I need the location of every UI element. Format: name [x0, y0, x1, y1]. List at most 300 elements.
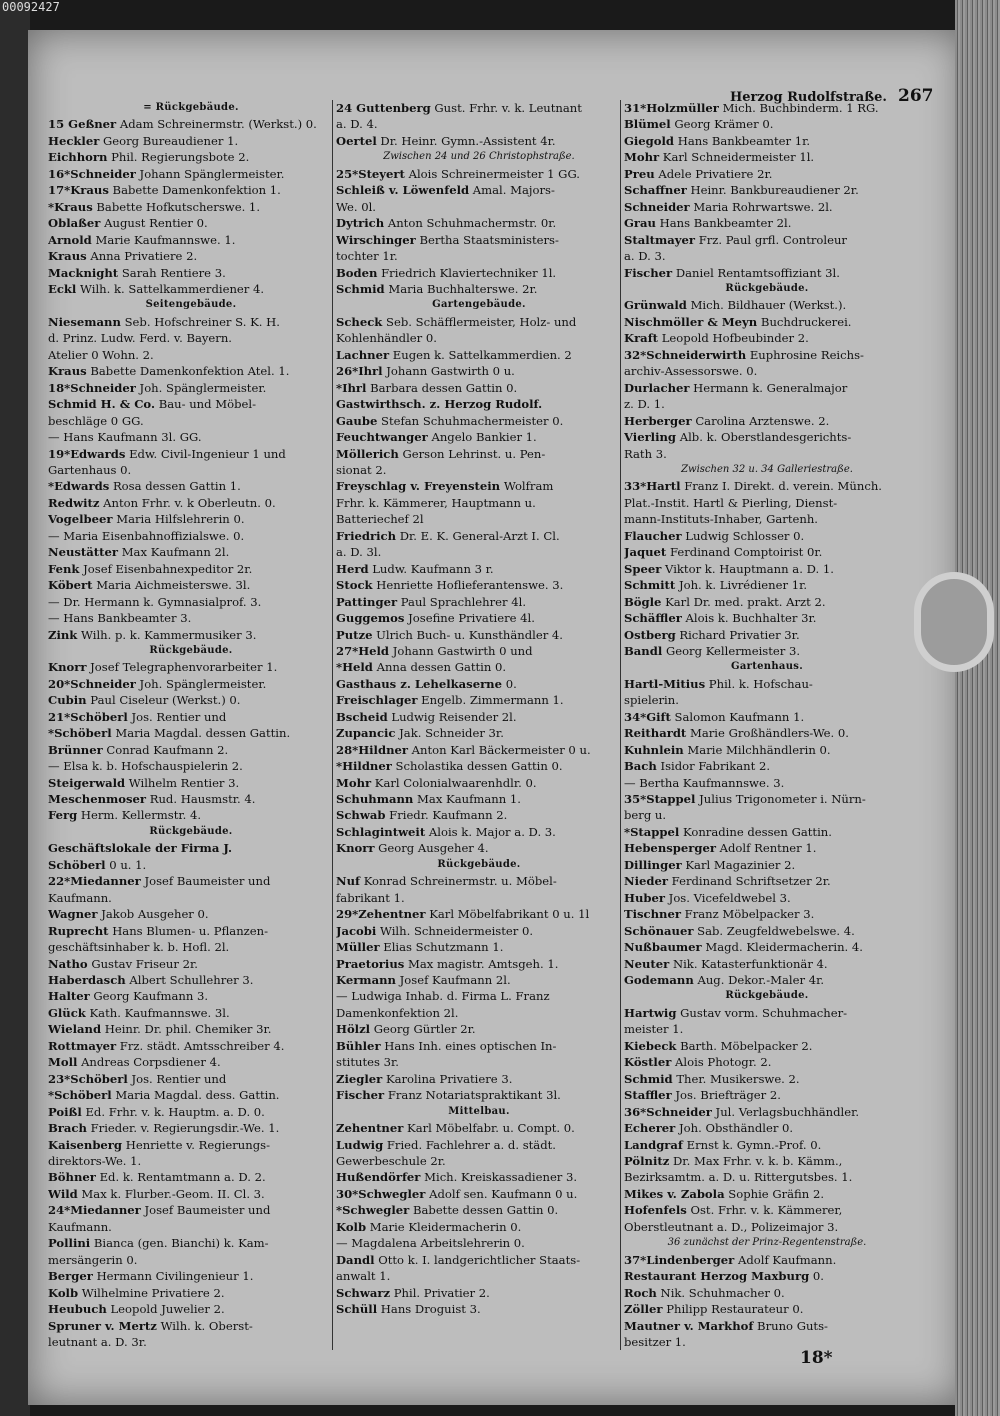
entry-details: anwalt 1. — [336, 1269, 391, 1284]
directory-entry — [624, 742, 910, 758]
directory-entry — [48, 758, 334, 774]
entry-details: Gustav vorm. Schuhmacher- — [680, 1005, 848, 1020]
entry-details: Ferdinand Comptoirist 0r. — [669, 545, 823, 560]
entry-name: Brach — [48, 1121, 87, 1136]
directory-entry — [336, 758, 622, 774]
directory-entry — [48, 742, 334, 758]
directory-entry — [624, 1285, 910, 1301]
directory-entry — [336, 1087, 622, 1103]
entry-name: 25*Steyert — [336, 166, 405, 181]
section-heading: Gartenhaus. — [731, 661, 803, 673]
entry-details: Jak. Schneider 3r. — [399, 726, 504, 741]
directory-entry — [48, 873, 334, 889]
directory-entry — [336, 791, 622, 807]
directory-entry — [336, 314, 622, 330]
entry-details: Rud. Hausmstr. 4. — [149, 792, 256, 807]
entry-details: Ludwig Schlosser 0. — [685, 528, 805, 543]
entry-name: Reithardt — [624, 726, 687, 741]
entry-details: Georg Kellermeister 3. — [665, 643, 801, 658]
entry-name: Nieder — [624, 874, 668, 889]
directory-entry — [624, 248, 910, 264]
entry-name: Bandl — [624, 643, 663, 658]
entry-details: Joh. Spänglermeister. — [139, 380, 267, 395]
directory-entry — [336, 643, 622, 659]
directory-entry — [336, 709, 622, 725]
directory-entry — [336, 232, 622, 248]
directory-entry — [48, 939, 334, 955]
entry-name: Vierling — [624, 430, 677, 445]
section-heading: Rückgebäude. — [725, 990, 809, 1002]
entry-name: Zöller — [624, 1302, 663, 1317]
entry-details: Gustav Friseur 2r. — [91, 956, 198, 971]
entry-details: Gerson Lehrinst. u. Pen- — [402, 446, 546, 461]
directory-entry — [336, 528, 622, 544]
entry-details: Ulrich Buch- u. Kunsthändler 4. — [376, 627, 563, 642]
directory-entry — [624, 725, 910, 741]
entry-details: Konrad Schreinermstr. u. Möbel- — [363, 874, 557, 889]
entry-details: Friedrich Klaviertechniker 1l. — [381, 265, 557, 280]
directory-entry — [624, 791, 910, 807]
entry-details: Adam Schreinermstr. (Werkst.) 0. — [119, 117, 317, 132]
directory-entry — [624, 1120, 910, 1136]
entry-details: Phil. Regierungsbote 2. — [111, 150, 250, 165]
entry-name: *Schöberl — [48, 726, 112, 741]
directory-entry — [336, 1054, 622, 1070]
entry-details: Josef Baumeister und — [144, 874, 271, 889]
entry-details: spielerin. — [624, 693, 679, 708]
entry-name: Geschäftslokale der Firma J. — [48, 841, 232, 856]
directory-entry — [624, 1202, 910, 1218]
directory-entry — [48, 528, 334, 544]
directory-entry — [48, 1005, 334, 1021]
entry-name: Kraft — [624, 331, 659, 346]
entry-name: Kolb — [336, 1219, 367, 1234]
entry-name: Kraus — [48, 249, 87, 264]
directory-entry — [624, 956, 910, 972]
entry-details: Philipp Restaurateur 0. — [666, 1302, 804, 1317]
entry-details: Anna Privatiere 2. — [90, 249, 198, 264]
entry-details: Jul. Verlagsbuchhändler. — [715, 1104, 860, 1119]
entry-details: Kaufmann. — [48, 890, 112, 905]
directory-entry — [48, 495, 334, 511]
entry-details: Ed. Frhr. v. k. Hauptm. a. D. 0. — [85, 1104, 265, 1119]
directory-entry — [336, 1153, 622, 1169]
directory-entry — [624, 265, 910, 281]
directory-entry — [336, 1252, 622, 1268]
entry-name: Pölnitz — [624, 1154, 670, 1168]
entry-name: Zink — [48, 627, 78, 642]
entry-details: Georg Gürtler 2r. — [373, 1022, 476, 1037]
directory-entry — [336, 396, 622, 412]
directory-entry — [336, 215, 622, 231]
entry-details: Alois k. Major a. D. 3. — [428, 824, 556, 839]
entry-name: 15 Geßner — [48, 117, 117, 132]
directory-entry — [336, 116, 622, 132]
entry-name: Gaube — [336, 413, 378, 428]
entry-details: Karl Möbelfabrikant 0 u. 1l — [429, 907, 590, 922]
entry-name: Kaisenberg — [48, 1137, 123, 1152]
entry-details: Alois Photogr. 2. — [675, 1055, 772, 1070]
directory-column-2 — [336, 100, 622, 1318]
section-heading: = Rückgebäude. — [143, 102, 239, 113]
directory-entry — [336, 544, 622, 560]
entry-details: Karl Magazinier 2. — [685, 857, 796, 872]
entry-name: Schwarz — [336, 1285, 391, 1300]
directory-entry — [48, 857, 334, 873]
directory-entry — [48, 923, 334, 939]
entry-details: Joh. Obsthändler 0. — [678, 1121, 794, 1136]
entry-name: Schleiß v. Löwenfeld — [336, 183, 470, 198]
entry-details: Barth. Möbelpacker 2. — [680, 1038, 813, 1053]
directory-entry — [336, 511, 622, 527]
entry-details: Franz Möbelpacker 3. — [684, 907, 815, 922]
entry-name: Schlagintweit — [336, 824, 426, 839]
entry-details: direktors-We. 1. — [48, 1154, 142, 1168]
directory-entry — [624, 199, 910, 215]
directory-entry — [48, 1087, 334, 1103]
entry-name: 23*Schöberl — [48, 1071, 128, 1086]
page-number: 267 — [898, 86, 934, 106]
directory-entry — [48, 1219, 334, 1235]
entry-details: Ludwig Reisender 2l. — [391, 709, 517, 724]
directory-entry — [48, 396, 334, 412]
directory-entry — [624, 1334, 910, 1350]
entry-details: — Ludwiga Inhab. d. Firma L. Franz — [336, 989, 550, 1004]
directory-entry — [624, 413, 910, 429]
entry-name: Heckler — [48, 133, 100, 148]
directory-entry — [336, 956, 622, 972]
entry-details: Barbara dessen Gattin 0. — [370, 380, 518, 395]
entry-name: *Hildner — [336, 759, 392, 774]
entry-details: Paul Sprachlehrer 4l. — [400, 594, 527, 609]
entry-name: Meschenmoser — [48, 792, 147, 807]
directory-entry — [336, 594, 622, 610]
entry-name: Wild — [48, 1186, 78, 1201]
entry-name: Tischner — [624, 907, 681, 922]
entry-name: Grünwald — [624, 298, 687, 313]
directory-entry — [48, 1268, 334, 1284]
directory-entry — [624, 380, 910, 396]
entry-details: Leopold Juwelier 2. — [110, 1302, 225, 1317]
entry-name: 19*Edwards — [48, 446, 126, 461]
entry-details: Babette Hofkutscherswe. 1. — [96, 199, 260, 214]
entry-details: Ludw. Kaufmann 3 r. — [372, 561, 494, 576]
directory-entry — [624, 594, 910, 610]
entry-details: Maria Rohrwartswe. 2l. — [693, 199, 833, 214]
section-heading: Rückgebäude. — [149, 644, 233, 656]
entry-details: Julius Trigonometer i. Nürn- — [699, 792, 866, 807]
directory-entry — [624, 1054, 910, 1070]
directory-entry — [48, 1071, 334, 1087]
directory-entry — [336, 380, 622, 396]
directory-entry — [624, 906, 910, 922]
entry-name: Boden — [336, 265, 378, 280]
entry-details: Oberstleutnant a. D., Polizeimajor 3. — [624, 1219, 839, 1234]
entry-name: 34*Gift — [624, 709, 671, 724]
entry-name: Herberger — [624, 413, 692, 428]
directory-entry — [624, 133, 910, 149]
directory-entry — [624, 100, 910, 116]
entry-details: meister 1. — [624, 1022, 684, 1037]
entry-details: Hermann k. Generalmajor — [693, 380, 848, 395]
entry-name: 28*Hildner — [336, 742, 408, 757]
entry-name: Fischer — [336, 1088, 385, 1103]
entry-details: a. D. 3. — [624, 249, 666, 264]
entry-details: Josef Baumeister und — [144, 1203, 271, 1218]
entry-details: Georg Bureaudiener 1. — [103, 133, 239, 148]
directory-entry — [624, 363, 910, 379]
entry-name: Mikes v. Zabola — [624, 1186, 725, 1201]
directory-entry — [336, 1021, 622, 1037]
entry-name: *Kraus — [48, 199, 93, 214]
entry-details: Sab. Zeugfeldwebelswe. 4. — [697, 923, 855, 938]
section-heading: Rückgebäude. — [437, 858, 521, 870]
entry-details: Jos. Vicefeldwebel 3. — [668, 890, 791, 905]
entry-details: Hans Inh. eines optischen In- — [384, 1038, 557, 1053]
directory-entry — [624, 1087, 910, 1103]
entry-name: 33*Hartl — [624, 479, 681, 494]
directory-entry — [48, 314, 334, 330]
directory-entry — [48, 840, 334, 856]
entry-name: Hölzl — [336, 1022, 371, 1037]
directory-entry — [624, 544, 910, 560]
directory-entry — [336, 363, 622, 379]
entry-name: Gasthaus z. Lehelkaserne — [336, 676, 502, 691]
entry-name: Hartwig — [624, 1005, 677, 1020]
entry-details: Marie Kleidermacherin 0. — [369, 1219, 522, 1234]
entry-name: Zupancic — [336, 726, 396, 741]
directory-entry — [624, 873, 910, 889]
entry-name: 35*Stappel — [624, 792, 696, 807]
directory-entry — [48, 594, 334, 610]
directory-entry — [336, 923, 622, 939]
directory-entry — [48, 906, 334, 922]
entry-details: Bezirksamtm. a. D. u. Rittergutsbes. 1. — [624, 1170, 853, 1185]
directory-entry — [336, 840, 622, 856]
entry-details: Konradine dessen Gattin. — [682, 824, 832, 839]
entry-name: Knorr — [48, 660, 87, 675]
entry-details: mersängerin 0. — [48, 1252, 138, 1267]
entry-name: Natho — [48, 956, 88, 971]
directory-entry — [336, 1285, 622, 1301]
street-note: 36 zunächst der Prinz-Regentenstraße. — [667, 1237, 867, 1249]
directory-entry — [48, 232, 334, 248]
directory-entry — [48, 577, 334, 593]
entry-details: — Dr. Hermann k. Gymnasialprof. 3. — [48, 594, 262, 609]
entry-details: Max Kaufmann 2l. — [121, 545, 230, 560]
entry-name: Echerer — [624, 1121, 676, 1136]
entry-name: 31*Holzmüller — [624, 101, 719, 115]
entry-details: — Maria Eisenbahnoffizialswe. 0. — [48, 528, 245, 543]
directory-entry — [48, 1334, 334, 1350]
entry-details: Ost. Frhr. v. k. Kämmerer, — [690, 1203, 843, 1218]
entry-details: Anton Karl Bäckermeister 0 u. — [411, 742, 591, 757]
section-heading: Rückgebäude. — [149, 825, 233, 837]
entry-name: Fenk — [48, 561, 80, 576]
directory-entry — [336, 988, 622, 1004]
entry-name: Ostberg — [624, 627, 676, 642]
entry-name: Flaucher — [624, 528, 682, 543]
entry-details: Kaufmann. — [48, 1219, 112, 1234]
entry-name: Niesemann — [48, 314, 121, 329]
entry-name: Schwab — [336, 808, 386, 823]
entry-details: a. D. 3l. — [336, 545, 382, 560]
directory-entry — [336, 824, 622, 840]
entry-details: Hans Bankbeamter 1r. — [677, 133, 811, 148]
directory-entry — [336, 100, 622, 116]
directory-entry — [624, 297, 910, 313]
directory-entry — [336, 972, 622, 988]
entry-details: Herm. Kellermstr. 4. — [80, 808, 202, 823]
entry-details: Maria Buchhalterswe. 2r. — [388, 281, 538, 296]
entry-details: Bertha Staatsministers- — [419, 232, 559, 247]
entry-name: Landgraf — [624, 1137, 683, 1152]
entry-name: *Ihrl — [336, 380, 367, 395]
directory-entry — [336, 248, 622, 264]
directory-entry — [336, 413, 622, 429]
directory-entry — [48, 1186, 334, 1202]
directory-entry — [48, 659, 334, 675]
entry-details: Mich. Bildhauer (Werkst.). — [690, 298, 847, 313]
directory-entry — [48, 166, 334, 182]
directory-entry — [336, 1202, 622, 1218]
section-heading: Gartengebäude. — [432, 299, 526, 311]
entry-details: Edw. Civil-Ingenieur 1 und — [129, 446, 286, 461]
entry-details: Anna dessen Gattin 0. — [376, 660, 507, 675]
entry-details: Georg Krämer 0. — [674, 117, 774, 132]
entry-details: Jakob Ausgeher 0. — [101, 907, 209, 922]
entry-details: Hans Blumen- u. Pflanzen- — [112, 923, 269, 938]
directory-entry — [336, 890, 622, 906]
directory-entry — [48, 429, 334, 445]
entry-details: — Bertha Kaufmannswe. 3. — [624, 775, 785, 790]
entry-details: August Rentier 0. — [104, 216, 208, 231]
entry-details: Friedr. Kaufmann 2. — [389, 808, 508, 823]
entry-name: Vogelbeer — [48, 512, 113, 527]
entry-details: 0 u. 1. — [109, 857, 147, 872]
entry-details: Wilh. Schneidermeister 0. — [380, 923, 534, 938]
entry-details: Leopold Hofbeubinder 2. — [661, 331, 809, 346]
directory-entry — [336, 281, 622, 297]
directory-entry — [624, 627, 910, 643]
entry-name: Kuhnlein — [624, 742, 684, 757]
entry-details: Plat.-Instit. Hartl & Pierling, Dienst- — [624, 495, 838, 510]
directory-entry — [336, 1137, 622, 1153]
directory-entry — [624, 857, 910, 873]
entry-name: Neustätter — [48, 545, 118, 560]
entry-name: Godemann — [624, 973, 694, 988]
directory-entry — [336, 1219, 622, 1235]
entry-details: — Elsa k. b. Hofschauspielerin 2. — [48, 759, 243, 774]
directory-entry — [48, 1169, 334, 1185]
directory-entry — [48, 709, 334, 725]
entry-name: Huber — [624, 890, 665, 905]
directory-entry — [624, 1169, 910, 1185]
directory-entry — [48, 265, 334, 281]
directory-entry — [48, 1137, 334, 1153]
directory-entry — [336, 1071, 622, 1087]
entry-details: Seb. Schäfflermeister, Holz- und — [386, 314, 577, 329]
entry-details: Elias Schutzmann 1. — [383, 940, 504, 955]
entry-name: Oertel — [336, 133, 377, 148]
entry-name: 26*Ihrl — [336, 364, 383, 379]
entry-details: Dr. Max Frhr. v. k. b. Kämm., — [673, 1154, 843, 1168]
directory-entry — [336, 495, 622, 511]
street-note: Zwischen 32 u. 34 Galleriestraße. — [681, 463, 853, 475]
directory-entry — [624, 1137, 910, 1153]
entry-details: We. 0l. — [336, 199, 376, 214]
entry-name: Poißl — [48, 1104, 82, 1119]
entry-details: Paul Ciseleur (Werkst.) 0. — [90, 693, 241, 708]
entry-details: Amal. Majors- — [472, 183, 555, 198]
entry-details: Josef Kaufmann 2l. — [399, 973, 511, 988]
entry-details: Anton Frhr. v. k Oberleutn. 0. — [103, 495, 276, 510]
directory-entry — [336, 577, 622, 593]
directory-entry — [336, 182, 622, 198]
entry-details: Adolf sen. Kaufmann 0 u. — [429, 1186, 578, 1201]
entry-name: *Edwards — [48, 479, 110, 494]
entry-details: Maria Aichmeisterswe. 3l. — [96, 578, 251, 593]
directory-entry — [624, 939, 910, 955]
section-heading: Mittelbau. — [448, 1105, 510, 1117]
directory-entry — [336, 199, 622, 215]
entry-name: Wirschinger — [336, 232, 416, 247]
entry-name: Wagner — [48, 907, 98, 922]
entry-details: tochter 1r. — [336, 249, 398, 264]
entry-details: Dr. E. K. General-Arzt I. Cl. — [399, 528, 560, 543]
entry-name: Macknight — [48, 265, 119, 280]
entry-details: Nik. Schuhmacher 0. — [660, 1285, 785, 1300]
entry-name: Pattinger — [336, 594, 398, 609]
entry-name: *Held — [336, 660, 373, 675]
entry-name: Schmid H. & Co. — [48, 397, 155, 412]
directory-entry — [48, 149, 334, 165]
entry-name: Eichhorn — [48, 150, 108, 165]
entry-name: Speer — [624, 561, 662, 576]
entry-details: sionat 2. — [336, 462, 387, 477]
directory-entry — [624, 149, 910, 165]
entry-details: Max k. Flurber.-Geom. II. Cl. 3. — [81, 1186, 265, 1201]
entry-details: Josefine Privatiere 4l. — [408, 611, 535, 626]
entry-name: Mautner v. Markhof — [624, 1318, 754, 1333]
directory-entry — [48, 775, 334, 791]
entry-name: 20*Schneider — [48, 676, 136, 691]
entry-name: Lachner — [336, 347, 390, 362]
directory-entry — [48, 199, 334, 215]
signature-mark: 18* — [800, 1348, 833, 1368]
entry-details: Batteriechef 2l — [336, 512, 424, 527]
entry-name: Köstler — [624, 1055, 672, 1070]
entry-details: Max magistr. Amtsgeh. 1. — [407, 956, 559, 971]
entry-details: Aug. Dekor.-Maler 4r. — [697, 973, 825, 988]
directory-entry — [48, 133, 334, 149]
entry-name: Hußendörfer — [336, 1170, 421, 1185]
entry-name: Bach — [624, 759, 657, 774]
entry-details: a. D. 4. — [336, 117, 378, 132]
entry-name: Bscheid — [336, 709, 388, 724]
entry-details: Jos. Rentier und — [131, 709, 227, 724]
entry-name: Bühler — [336, 1038, 381, 1053]
directory-entry — [48, 116, 334, 132]
entry-details: 0. — [812, 1269, 824, 1284]
entry-name: Neuter — [624, 956, 670, 971]
entry-details: Sarah Rentiere 3. — [121, 265, 226, 280]
directory-entry — [624, 577, 910, 593]
entry-name: Dytrich — [336, 216, 385, 231]
directory-entry — [48, 1038, 334, 1054]
entry-name: Ruprecht — [48, 923, 109, 938]
entry-details: Alois k. Buchhalter 3r. — [685, 611, 817, 626]
